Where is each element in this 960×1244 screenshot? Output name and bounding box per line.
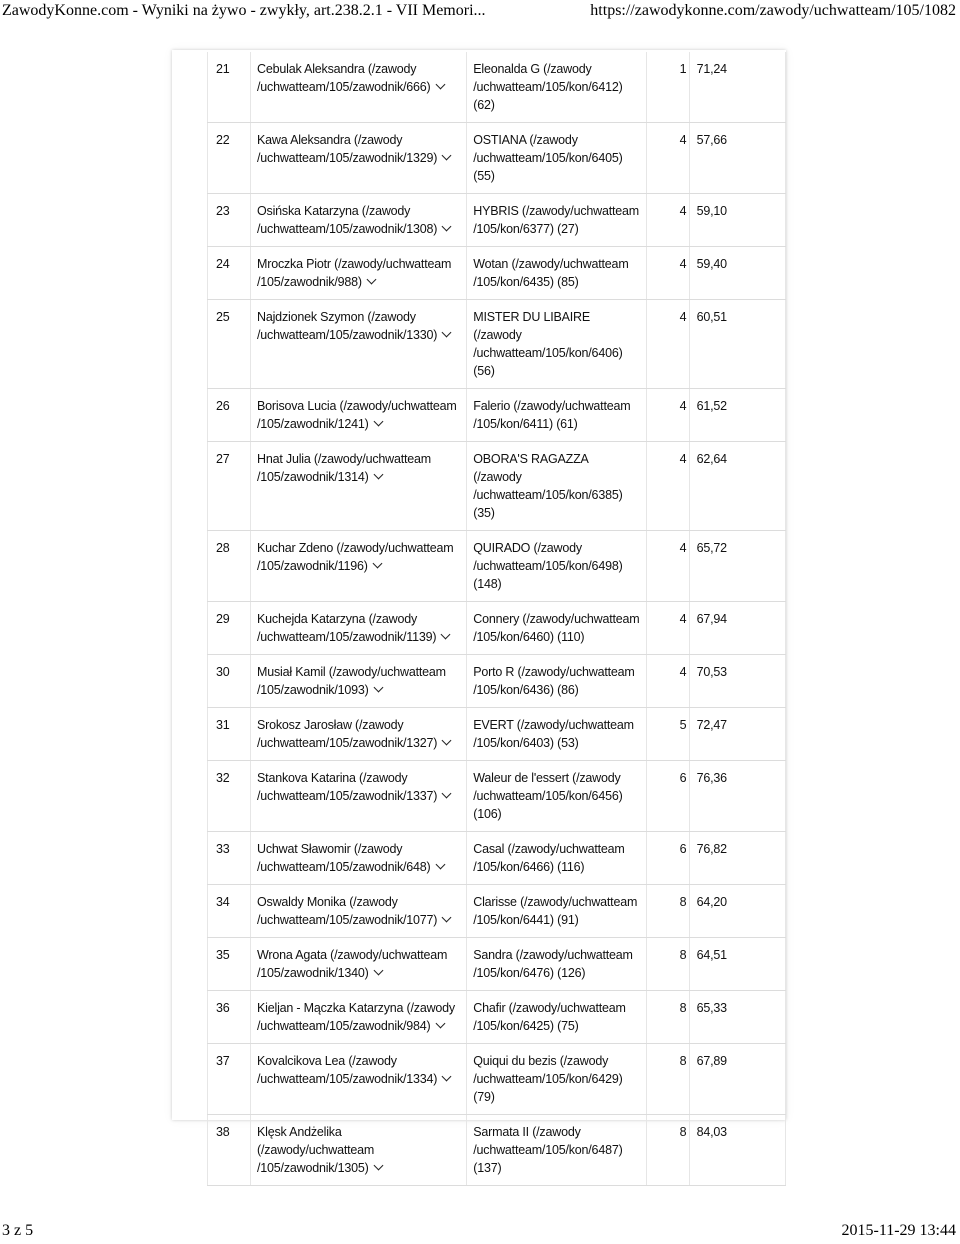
penalty-points: 4 bbox=[646, 655, 689, 708]
horse-link-line[interactable]: /uchwatteam/105/kon/6456) bbox=[473, 789, 623, 803]
horse-cell bbox=[467, 389, 646, 442]
rider-link-text: /uchwatteam/105/zawodnik/1139) bbox=[257, 630, 437, 644]
penalty-points: 4 bbox=[646, 123, 689, 194]
page-title: ZawodyKonne.com - Wyniki na żywo - zwykły, art.238.2.1 - VII Memori... bbox=[2, 2, 486, 19]
rider-link-line[interactable] bbox=[257, 1052, 460, 1070]
table-row bbox=[208, 655, 786, 708]
rider-link-text: Hnat Julia (/zawody/uchwatteam bbox=[257, 452, 431, 466]
horse-cell bbox=[467, 1115, 646, 1186]
horse-link-line[interactable]: (56) bbox=[473, 364, 495, 378]
rider-link-text: Srokosz Jarosław (/zawody bbox=[257, 718, 404, 732]
horse-link-line[interactable]: OBORA'S RAGAZZA (/zawody bbox=[473, 452, 588, 484]
rider-link-text: /105/zawodnik/1093) bbox=[257, 683, 369, 697]
rider-link-line[interactable] bbox=[257, 787, 460, 805]
rider-cell bbox=[251, 247, 467, 300]
rider-link-text: /uchwatteam/105/zawodnik/648) bbox=[257, 860, 431, 874]
page-url: https://zawodykonne.com/zawody/uchwatteam/105/1082 bbox=[590, 2, 956, 19]
horse-link-line[interactable]: (137) bbox=[473, 1161, 502, 1175]
table-row bbox=[208, 708, 786, 761]
horse-link-line[interactable]: Eleonalda G (/zawody bbox=[473, 62, 592, 76]
page-number: 3 z 5 bbox=[2, 1222, 34, 1239]
horse-cell bbox=[467, 247, 646, 300]
table-row bbox=[208, 52, 786, 123]
table-row bbox=[208, 938, 786, 991]
rider-link-line[interactable] bbox=[257, 999, 460, 1017]
horse-cell bbox=[467, 991, 646, 1044]
rider-link-text: Kuchejda Katarzyna (/zawody bbox=[257, 612, 417, 626]
horse-cell bbox=[467, 531, 646, 602]
rider-link-text: Cebulak Aleksandra (/zawody bbox=[257, 62, 417, 76]
horse-link-line[interactable]: Connery (/zawody/uchwatteam bbox=[473, 612, 640, 626]
rider-link-line[interactable] bbox=[257, 415, 460, 433]
rider-link-line[interactable] bbox=[257, 1070, 460, 1088]
table-row bbox=[208, 247, 786, 300]
horse-link-line[interactable]: /105/kon/6425) (75) bbox=[473, 1019, 579, 1033]
rider-link-line[interactable] bbox=[257, 858, 460, 876]
horse-cell bbox=[467, 123, 646, 194]
rider-link-text: Kuchar Zdeno (/zawody/uchwatteam bbox=[257, 541, 454, 555]
ride-time: 64,20 bbox=[689, 885, 785, 938]
rider-link-text: Stankova Katarina (/zawody bbox=[257, 771, 408, 785]
horse-link-line[interactable]: /uchwatteam/105/kon/6405) bbox=[473, 151, 623, 165]
rider-cell bbox=[251, 885, 467, 938]
penalty-points: 4 bbox=[646, 602, 689, 655]
rider-cell bbox=[251, 123, 467, 194]
horse-link-line[interactable]: EVERT (/zawody/uchwatteam bbox=[473, 718, 634, 732]
table-row bbox=[208, 123, 786, 194]
penalty-points: 4 bbox=[646, 531, 689, 602]
rank-number: 38 bbox=[208, 1115, 251, 1186]
ride-time: 59,40 bbox=[689, 247, 785, 300]
rider-link-text: /uchwatteam/105/zawodnik/666) bbox=[257, 80, 431, 94]
penalty-points: 5 bbox=[646, 708, 689, 761]
table-row bbox=[208, 885, 786, 938]
penalty-points: 6 bbox=[646, 761, 689, 832]
chevron-down-icon[interactable] bbox=[435, 80, 445, 90]
chevron-down-icon[interactable] bbox=[372, 559, 382, 569]
table-row bbox=[208, 1044, 786, 1115]
rider-link-text: /uchwatteam/105/zawodnik/1077) bbox=[257, 913, 438, 927]
chevron-down-icon[interactable] bbox=[373, 1161, 383, 1171]
rider-link-line[interactable] bbox=[257, 610, 460, 628]
horse-link-line[interactable]: Quiqui du bezis (/zawody bbox=[473, 1054, 609, 1068]
horse-link-line[interactable]: Sandra (/zawody/uchwatteam bbox=[473, 948, 633, 962]
rider-link-line[interactable] bbox=[257, 1017, 460, 1035]
print-datetime: 2015-11-29 13:44 bbox=[841, 1222, 956, 1239]
rank-number: 23 bbox=[208, 194, 251, 247]
rider-link-text: /uchwatteam/105/zawodnik/1327) bbox=[257, 736, 438, 750]
rider-link-text: Wrona Agata (/zawody/uchwatteam bbox=[257, 948, 448, 962]
horse-cell bbox=[467, 832, 646, 885]
horse-link-line[interactable]: QUIRADO (/zawody bbox=[473, 541, 582, 555]
horse-link-line[interactable]: /105/kon/6460) (110) bbox=[473, 630, 585, 644]
rider-link-line[interactable] bbox=[257, 78, 460, 96]
rider-link-line[interactable] bbox=[257, 220, 460, 238]
rank-number: 35 bbox=[208, 938, 251, 991]
horse-link-line[interactable]: /105/kon/6411) (61) bbox=[473, 417, 578, 431]
print-footer bbox=[0, 1220, 960, 1244]
horse-cell bbox=[467, 938, 646, 991]
rider-cell bbox=[251, 1044, 467, 1115]
rank-number: 25 bbox=[208, 300, 251, 389]
ride-time: 59,10 bbox=[689, 194, 785, 247]
rider-cell bbox=[251, 761, 467, 832]
horse-cell bbox=[467, 1044, 646, 1115]
horse-cell bbox=[467, 655, 646, 708]
ride-time: 57,66 bbox=[689, 123, 785, 194]
rider-link-text: /uchwatteam/105/zawodnik/1334) bbox=[257, 1072, 438, 1086]
rider-link-text: Musiał Kamil (/zawody/uchwatteam bbox=[257, 665, 446, 679]
horse-link-line[interactable]: /105/kon/6466) (116) bbox=[473, 860, 585, 874]
table-row bbox=[208, 194, 786, 247]
rider-link-text: Borisova Lucia (/zawody/uchwatteam bbox=[257, 399, 457, 413]
horse-link-line[interactable]: /uchwatteam/105/kon/6487) bbox=[473, 1143, 623, 1157]
rider-link-line[interactable] bbox=[257, 468, 460, 486]
print-header bbox=[0, 0, 960, 24]
rider-cell bbox=[251, 938, 467, 991]
rider-link-line[interactable] bbox=[257, 308, 460, 326]
penalty-points: 4 bbox=[646, 389, 689, 442]
rider-cell bbox=[251, 194, 467, 247]
penalty-points: 1 bbox=[646, 52, 689, 123]
table-row bbox=[208, 1115, 786, 1186]
rider-link-text: /105/zawodnik/1305) bbox=[257, 1161, 369, 1175]
horse-link-line[interactable]: (55) bbox=[473, 169, 495, 183]
rider-link-line[interactable] bbox=[257, 273, 460, 291]
table-row bbox=[208, 991, 786, 1044]
chevron-down-icon[interactable] bbox=[442, 789, 452, 799]
horse-link-line[interactable]: Porto R (/zawody/uchwatteam bbox=[473, 665, 635, 679]
rider-link-text: /105/zawodnik/1241) bbox=[257, 417, 369, 431]
rank-number: 24 bbox=[208, 247, 251, 300]
rank-number: 26 bbox=[208, 389, 251, 442]
rider-link-text: Oswaldy Monika (/zawody bbox=[257, 895, 398, 909]
rider-link-line[interactable] bbox=[257, 946, 460, 964]
rank-number: 29 bbox=[208, 602, 251, 655]
rider-link-text: Uchwat Sławomir (/zawody bbox=[257, 842, 403, 856]
horse-link-line[interactable]: MISTER DU LIBAIRE (/zawody bbox=[473, 310, 591, 342]
rank-number: 34 bbox=[208, 885, 251, 938]
table-row bbox=[208, 442, 786, 531]
penalty-points: 4 bbox=[646, 194, 689, 247]
rider-cell bbox=[251, 708, 467, 761]
rider-link-line[interactable] bbox=[257, 716, 460, 734]
rank-number: 27 bbox=[208, 442, 251, 531]
penalty-points: 8 bbox=[646, 1115, 689, 1186]
rank-number: 33 bbox=[208, 832, 251, 885]
rank-number: 32 bbox=[208, 761, 251, 832]
rank-number: 30 bbox=[208, 655, 251, 708]
ride-time: 76,82 bbox=[689, 832, 785, 885]
horse-link-line[interactable]: /uchwatteam/105/kon/6412) bbox=[473, 80, 623, 94]
penalty-points: 4 bbox=[646, 442, 689, 531]
rider-link-text: /105/zawodnik/1314) bbox=[257, 470, 369, 484]
horse-link-line[interactable]: /105/kon/6403) (53) bbox=[473, 736, 579, 750]
rider-link-line[interactable] bbox=[257, 1159, 460, 1177]
chevron-down-icon[interactable] bbox=[366, 275, 376, 285]
rider-link-text: /uchwatteam/105/zawodnik/984) bbox=[257, 1019, 431, 1033]
horse-link-line[interactable]: /105/kon/6435) (85) bbox=[473, 275, 579, 289]
rider-cell bbox=[251, 655, 467, 708]
ride-time: 64,51 bbox=[689, 938, 785, 991]
ride-time: 67,89 bbox=[689, 1044, 785, 1115]
penalty-points: 4 bbox=[646, 247, 689, 300]
horse-link-line[interactable]: /uchwatteam/105/kon/6385) bbox=[473, 488, 623, 502]
ride-time: 60,51 bbox=[689, 300, 785, 389]
ride-time: 65,33 bbox=[689, 991, 785, 1044]
horse-link-line[interactable]: /105/kon/6476) (126) bbox=[473, 966, 586, 980]
horse-cell bbox=[467, 602, 646, 655]
table-row bbox=[208, 300, 786, 389]
chevron-down-icon[interactable] bbox=[373, 470, 383, 480]
ride-time: 61,52 bbox=[689, 389, 785, 442]
chevron-down-icon[interactable] bbox=[373, 966, 383, 976]
chevron-down-icon[interactable] bbox=[373, 417, 383, 427]
horse-link-line[interactable]: (62) bbox=[473, 98, 495, 112]
horse-link-line[interactable]: /105/kon/6436) (86) bbox=[473, 683, 579, 697]
rider-link-text: /uchwatteam/105/zawodnik/1330) bbox=[257, 328, 438, 342]
rider-cell bbox=[251, 991, 467, 1044]
ride-time: 76,36 bbox=[689, 761, 785, 832]
rider-link-line[interactable] bbox=[257, 539, 460, 557]
penalty-points: 8 bbox=[646, 885, 689, 938]
penalty-points: 8 bbox=[646, 991, 689, 1044]
chevron-down-icon[interactable] bbox=[442, 913, 452, 923]
chevron-down-icon[interactable] bbox=[442, 1072, 452, 1082]
chevron-down-icon[interactable] bbox=[435, 860, 445, 870]
rider-link-text: Mroczka Piotr (/zawody/uchwatteam bbox=[257, 257, 452, 271]
ride-time: 72,47 bbox=[689, 708, 785, 761]
horse-link-line[interactable]: /uchwatteam/105/kon/6406) bbox=[473, 346, 623, 360]
horse-link-line[interactable]: /uchwatteam/105/kon/6429) bbox=[473, 1072, 623, 1086]
rider-link-line[interactable] bbox=[257, 60, 460, 78]
rider-link-line[interactable] bbox=[257, 1123, 460, 1159]
ride-time: 71,24 bbox=[689, 52, 785, 123]
rider-link-text: Kieljan - Mączka Katarzyna (/zawody bbox=[257, 1001, 455, 1015]
ride-time: 65,72 bbox=[689, 531, 785, 602]
horse-link-line[interactable]: /uchwatteam/105/kon/6498) bbox=[473, 559, 623, 573]
ride-time: 84,03 bbox=[689, 1115, 785, 1186]
rider-link-line[interactable] bbox=[257, 255, 460, 273]
horse-link-line[interactable]: Falerio (/zawody/uchwatteam bbox=[473, 399, 631, 413]
rider-link-line[interactable] bbox=[257, 663, 460, 681]
rider-link-line[interactable] bbox=[257, 131, 460, 149]
horse-cell bbox=[467, 442, 646, 531]
horse-cell bbox=[467, 885, 646, 938]
ride-time: 67,94 bbox=[689, 602, 785, 655]
horse-link-line[interactable]: Casal (/zawody/uchwatteam bbox=[473, 842, 625, 856]
rank-number: 37 bbox=[208, 1044, 251, 1115]
horse-link-line[interactable]: Wotan (/zawody/uchwatteam bbox=[473, 257, 629, 271]
results-table bbox=[207, 52, 786, 1186]
horse-cell bbox=[467, 708, 646, 761]
horse-link-line[interactable]: Clarisse (/zawody/uchwatteam bbox=[473, 895, 638, 909]
horse-link-line[interactable]: HYBRIS (/zawody/uchwatteam bbox=[473, 204, 639, 218]
rank-number: 31 bbox=[208, 708, 251, 761]
rider-cell bbox=[251, 1115, 467, 1186]
chevron-down-icon[interactable] bbox=[442, 736, 452, 746]
horse-link-line[interactable]: (79) bbox=[473, 1090, 495, 1104]
chevron-down-icon[interactable] bbox=[373, 683, 383, 693]
horse-link-line[interactable]: (35) bbox=[473, 506, 495, 520]
horse-cell bbox=[467, 52, 646, 123]
horse-cell bbox=[467, 761, 646, 832]
rank-number: 22 bbox=[208, 123, 251, 194]
rider-link-line[interactable] bbox=[257, 681, 460, 699]
table-row bbox=[208, 531, 786, 602]
horse-link-line[interactable]: Waleur de l'essert (/zawody bbox=[473, 771, 621, 785]
chevron-down-icon[interactable] bbox=[441, 630, 451, 640]
chevron-down-icon[interactable] bbox=[442, 151, 452, 161]
ride-time: 62,64 bbox=[689, 442, 785, 531]
rider-link-line[interactable] bbox=[257, 326, 460, 344]
rider-link-line[interactable] bbox=[257, 628, 460, 646]
penalty-points: 8 bbox=[646, 938, 689, 991]
rider-link-text: Osińska Katarzyna (/zawody bbox=[257, 204, 411, 218]
rider-link-text: Najdzionek Szymon (/zawody bbox=[257, 310, 416, 324]
table-row bbox=[208, 389, 786, 442]
rider-cell bbox=[251, 442, 467, 531]
rider-link-text: Kovalcikova Lea (/zawody bbox=[257, 1054, 397, 1068]
rider-cell bbox=[251, 389, 467, 442]
horse-link-line[interactable]: /105/kon/6377) (27) bbox=[473, 222, 579, 236]
rider-cell bbox=[251, 300, 467, 389]
rider-link-line[interactable] bbox=[257, 397, 460, 415]
horse-link-line[interactable]: /105/kon/6441) (91) bbox=[473, 913, 579, 927]
rider-link-text: /105/zawodnik/1340) bbox=[257, 966, 369, 980]
rider-link-text: Kawa Aleksandra (/zawody bbox=[257, 133, 403, 147]
horse-link-line[interactable]: (148) bbox=[473, 577, 502, 591]
rank-number: 36 bbox=[208, 991, 251, 1044]
chevron-down-icon[interactable] bbox=[442, 328, 452, 338]
rider-cell bbox=[251, 602, 467, 655]
table-row bbox=[208, 832, 786, 885]
rider-link-text: /uchwatteam/105/zawodnik/1329) bbox=[257, 151, 438, 165]
rider-link-line[interactable] bbox=[257, 450, 460, 468]
horse-cell bbox=[467, 300, 646, 389]
rider-link-text: /uchwatteam/105/zawodnik/1308) bbox=[257, 222, 438, 236]
horse-link-line[interactable]: (106) bbox=[473, 807, 502, 821]
ride-time: 70,53 bbox=[689, 655, 785, 708]
table-row bbox=[208, 602, 786, 655]
rider-link-line[interactable] bbox=[257, 769, 460, 787]
rider-link-text: Klęsk Andżelika (/zawody/uchwatteam bbox=[257, 1125, 375, 1157]
rider-link-text: /105/zawodnik/1196) bbox=[257, 559, 368, 573]
rider-cell bbox=[251, 531, 467, 602]
rider-link-line[interactable] bbox=[257, 202, 460, 220]
penalty-points: 6 bbox=[646, 832, 689, 885]
horse-cell bbox=[467, 194, 646, 247]
rider-link-line[interactable] bbox=[257, 149, 460, 167]
rider-link-line[interactable] bbox=[257, 840, 460, 858]
penalty-points: 4 bbox=[646, 300, 689, 389]
rider-cell bbox=[251, 832, 467, 885]
rank-number: 21 bbox=[208, 52, 251, 123]
chevron-down-icon[interactable] bbox=[435, 1019, 445, 1029]
chevron-down-icon[interactable] bbox=[442, 222, 452, 232]
rider-link-line[interactable] bbox=[257, 893, 460, 911]
horse-link-line[interactable]: OSTIANA (/zawody bbox=[473, 133, 578, 147]
penalty-points: 8 bbox=[646, 1044, 689, 1115]
rider-link-line[interactable] bbox=[257, 964, 460, 982]
rank-number: 28 bbox=[208, 531, 251, 602]
rider-link-line[interactable] bbox=[257, 557, 460, 575]
table-row bbox=[208, 761, 786, 832]
rider-link-line[interactable] bbox=[257, 911, 460, 929]
rider-link-text: /105/zawodnik/988) bbox=[257, 275, 362, 289]
horse-link-line[interactable]: Chafir (/zawody/uchwatteam bbox=[473, 1001, 626, 1015]
horse-link-line[interactable]: Sarmata II (/zawody bbox=[473, 1125, 581, 1139]
rider-cell bbox=[251, 52, 467, 123]
rider-link-text: /uchwatteam/105/zawodnik/1337) bbox=[257, 789, 438, 803]
rider-link-line[interactable] bbox=[257, 734, 460, 752]
